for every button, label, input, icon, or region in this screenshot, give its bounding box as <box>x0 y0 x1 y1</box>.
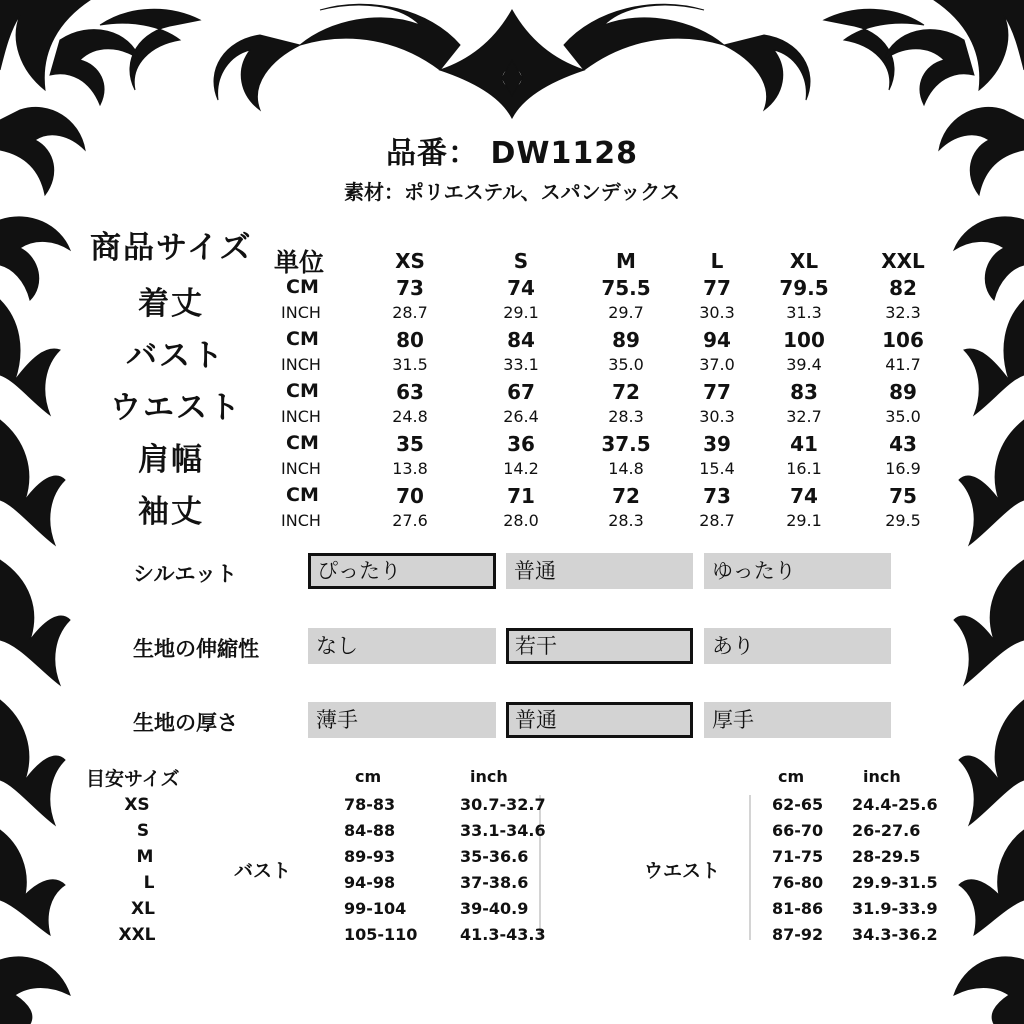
cell-cm: 100 <box>783 328 825 352</box>
cell-cm: 70 <box>396 484 424 508</box>
product-code: 品番： DW1128 <box>386 136 638 171</box>
unit-inch-label: INCH <box>281 407 321 426</box>
size-header-xl: XL <box>789 249 819 273</box>
unit-inch-label: INCH <box>281 355 321 374</box>
cell-inch: 14.8 <box>608 459 644 478</box>
attribute-option-selected: 普通 <box>506 702 693 738</box>
cell-cm: 39 <box>703 432 731 456</box>
cell-inch: 28.3 <box>608 511 644 530</box>
guide-bust-inch-header: inch <box>470 767 508 786</box>
attribute-option: 薄手 <box>308 702 496 738</box>
size-header-xxl: XXL <box>881 249 925 273</box>
cell-cm: 80 <box>396 328 424 352</box>
guide-bust-label: バスト <box>234 860 292 882</box>
attribute-option: 普通 <box>506 553 693 589</box>
cell-cm: 41 <box>790 432 818 456</box>
guide-size: M <box>136 847 154 867</box>
cell-inch: 30.3 <box>699 303 735 322</box>
guide-waist-inch: 28-29.5 <box>852 847 921 866</box>
guide-waist-label: ウエスト <box>644 860 721 882</box>
attribute-label: シルエット <box>133 562 238 586</box>
cell-cm: 63 <box>396 380 424 404</box>
guide-bust-inch: 41.3-43.3 <box>460 925 546 944</box>
cell-cm: 72 <box>612 484 640 508</box>
guide-bust-cm-header: cm <box>355 767 382 786</box>
guide-waist-inch-header: inch <box>863 767 901 786</box>
cell-inch: 28.3 <box>608 407 644 426</box>
cell-cm: 74 <box>790 484 818 508</box>
cell-inch: 24.8 <box>392 407 428 426</box>
unit-cm-label: CM <box>286 432 319 454</box>
cell-inch: 41.7 <box>885 355 921 374</box>
cell-cm: 77 <box>703 380 731 404</box>
guide-waist-cm: 66-70 <box>772 821 824 840</box>
guide-waist-inch: 29.9-31.5 <box>852 873 938 892</box>
guide-size: XS <box>124 795 150 815</box>
cell-cm: 83 <box>790 380 818 404</box>
cell-cm: 67 <box>507 380 535 404</box>
guide-bust-cm: 94-98 <box>344 873 396 892</box>
cell-inch: 35.0 <box>885 407 921 426</box>
cell-cm: 84 <box>507 328 535 352</box>
cell-cm: 36 <box>507 432 535 456</box>
cell-cm: 72 <box>612 380 640 404</box>
cell-inch: 33.1 <box>503 355 539 374</box>
cell-inch: 32.7 <box>786 407 822 426</box>
cell-cm: 74 <box>507 276 535 300</box>
unit-cm-label: CM <box>286 328 319 350</box>
cell-cm: 77 <box>703 276 731 300</box>
cell-inch: 39.4 <box>786 355 822 374</box>
attribute-option: ゆったり <box>704 553 891 589</box>
cell-cm: 71 <box>507 484 535 508</box>
cell-cm: 89 <box>889 380 917 404</box>
guide-waist-inch: 26-27.6 <box>852 821 921 840</box>
guide-bust-cm: 84-88 <box>344 821 396 840</box>
cell-cm: 73 <box>396 276 424 300</box>
unit-header: 単位 <box>274 248 325 277</box>
attribute-option: あり <box>704 628 891 664</box>
guide-size: S <box>136 821 150 841</box>
cell-cm: 75.5 <box>601 276 651 300</box>
attribute-label: 生地の厚さ <box>133 711 238 735</box>
attribute-option-selected: 若干 <box>506 628 693 664</box>
size-header-l: L <box>710 249 724 273</box>
cell-inch: 31.3 <box>786 303 822 322</box>
cell-inch: 16.1 <box>786 459 822 478</box>
unit-inch-label: INCH <box>281 459 321 478</box>
cell-inch: 37.0 <box>699 355 735 374</box>
attribute-option: 厚手 <box>704 702 891 738</box>
guide-bust-cm: 105-110 <box>344 925 418 944</box>
size-header-m: M <box>616 249 636 273</box>
size-header-xs: XS <box>395 249 425 273</box>
guide-bust-inch: 30.7-32.7 <box>460 795 546 814</box>
guide-bust-inch: 33.1-34.6 <box>460 821 546 840</box>
cell-cm: 89 <box>612 328 640 352</box>
cell-inch: 30.3 <box>699 407 735 426</box>
guide-title: 目安サイズ <box>86 768 180 790</box>
cell-inch: 32.3 <box>885 303 921 322</box>
attribute-option-selected: ぴったり <box>308 553 496 589</box>
row-label: 着丈 <box>138 286 204 322</box>
cell-cm: 106 <box>882 328 924 352</box>
cell-inch: 28.0 <box>503 511 539 530</box>
guide-waist-inch: 24.4-25.6 <box>852 795 938 814</box>
cell-inch: 27.6 <box>392 511 428 530</box>
guide-waist-inch: 31.9-33.9 <box>852 899 938 918</box>
unit-inch-label: INCH <box>281 511 321 530</box>
cell-inch: 26.4 <box>503 407 539 426</box>
cell-inch: 14.2 <box>503 459 539 478</box>
cell-inch: 13.8 <box>392 459 428 478</box>
cell-inch: 16.9 <box>885 459 921 478</box>
unit-cm-label: CM <box>286 484 319 506</box>
unit-cm-label: CM <box>286 380 319 402</box>
cell-cm: 82 <box>889 276 917 300</box>
row-label: 肩幅 <box>138 442 204 478</box>
guide-size: XL <box>131 899 155 919</box>
cell-cm: 75 <box>889 484 917 508</box>
guide-bust-inch: 35-36.6 <box>460 847 529 866</box>
row-label: ウエスト <box>110 390 242 426</box>
guide-waist-cm: 76-80 <box>772 873 824 892</box>
cell-inch: 29.5 <box>885 511 921 530</box>
cell-inch: 29.7 <box>608 303 644 322</box>
guide-waist-cm: 71-75 <box>772 847 824 866</box>
cell-inch: 29.1 <box>503 303 539 322</box>
guide-waist-cm-header: cm <box>778 767 805 786</box>
cell-cm: 79.5 <box>779 276 829 300</box>
cell-cm: 37.5 <box>601 432 651 456</box>
cell-cm: 73 <box>703 484 731 508</box>
cell-cm: 35 <box>396 432 424 456</box>
guide-size: L <box>143 873 155 893</box>
guide-waist-cm: 87-92 <box>772 925 824 944</box>
guide-waist-inch: 34.3-36.2 <box>852 925 938 944</box>
guide-bust-inch: 37-38.6 <box>460 873 529 892</box>
guide-size: XXL <box>118 925 156 945</box>
size-header-s: S <box>513 249 529 273</box>
cell-cm: 43 <box>889 432 917 456</box>
guide-bust-cm: 78-83 <box>344 795 396 814</box>
unit-cm-label: CM <box>286 276 319 298</box>
cell-inch: 31.5 <box>392 355 428 374</box>
row-label: 袖丈 <box>138 494 204 530</box>
guide-bust-inch: 39-40.9 <box>460 899 529 918</box>
cell-inch: 35.0 <box>608 355 644 374</box>
attribute-option: なし <box>308 628 496 664</box>
unit-inch-label: INCH <box>281 303 321 322</box>
cell-inch: 28.7 <box>699 511 735 530</box>
cell-inch: 15.4 <box>699 459 735 478</box>
guide-bust-cm: 99-104 <box>344 899 407 918</box>
guide-waist-cm: 81-86 <box>772 899 824 918</box>
cell-cm: 94 <box>703 328 731 352</box>
cell-inch: 29.1 <box>786 511 822 530</box>
attribute-label: 生地の伸縮性 <box>133 637 259 661</box>
section-label-product-size: 商品サイズ <box>90 230 253 266</box>
row-label: バスト <box>126 338 225 374</box>
product-material: 素材：ポリエステル、スパンデックス <box>344 180 680 204</box>
guide-waist-cm: 62-65 <box>772 795 824 814</box>
cell-inch: 28.7 <box>392 303 428 322</box>
guide-bust-cm: 89-93 <box>344 847 396 866</box>
